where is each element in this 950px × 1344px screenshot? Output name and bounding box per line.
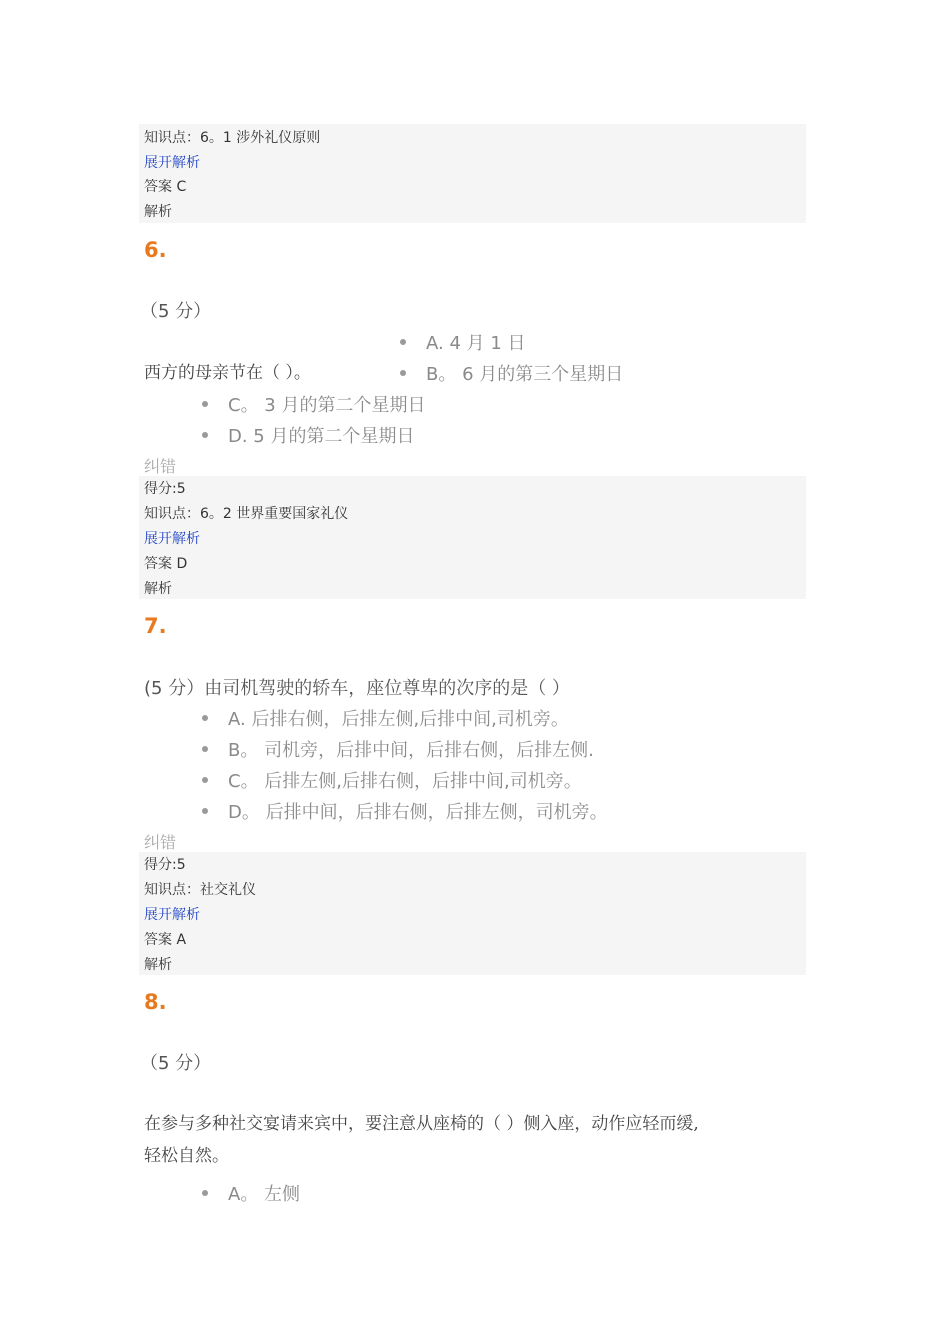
answer-text: 答案 D — [144, 556, 188, 572]
analysis-label: 解析 — [144, 581, 172, 597]
question-stem: 在参与多种社交宴请来宾中，要注意从座椅的（ ）侧入座，动作应轻而缓, — [144, 1114, 699, 1134]
question-number: 6. — [144, 238, 167, 262]
option-label: B。 司机旁，后排中间，后排右侧，后排左侧. — [228, 740, 594, 761]
question-stem: 西方的母亲节在（ ）。 — [144, 363, 311, 383]
expand-analysis-link[interactable]: 展开解析 — [144, 907, 200, 923]
option-d[interactable] — [202, 798, 608, 824]
option-label: C。 3 月的第二个星期日 — [228, 395, 426, 416]
bullet-icon — [400, 339, 406, 345]
question-score: （5 分） — [140, 301, 212, 322]
bullet-icon — [202, 715, 208, 721]
bullet-icon — [400, 370, 406, 376]
expand-analysis-link[interactable]: 展开解析 — [144, 155, 200, 171]
bullet-icon — [202, 401, 208, 407]
option-label: D. 5 月的第二个星期日 — [228, 426, 415, 447]
knowledge-point: 知识点：6。1 涉外礼仪原则 — [144, 130, 321, 146]
bullet-icon — [202, 777, 208, 783]
option-a[interactable] — [202, 1180, 300, 1206]
report-error-link[interactable]: 纠错 — [144, 457, 177, 476]
option-a[interactable] — [202, 705, 569, 731]
option-label: B。 6 月的第三个星期日 — [426, 364, 624, 385]
option-c[interactable] — [202, 391, 425, 417]
question-stem-continued: 轻松自然。 — [144, 1146, 229, 1166]
analysis-label: 解析 — [144, 957, 172, 973]
bullet-icon — [202, 432, 208, 438]
knowledge-point: 知识点：6。2 世界重要国家礼仪 — [144, 506, 349, 522]
bullet-icon — [202, 808, 208, 814]
question-score: （5 分） — [140, 1053, 212, 1074]
answer-text: 答案 A — [144, 932, 187, 948]
option-label: D。 后排中间，后排右侧，后排左侧，司机旁。 — [228, 802, 608, 823]
expand-analysis-link[interactable]: 展开解析 — [144, 531, 200, 547]
answer-panel — [139, 852, 806, 975]
option-label: A。 左侧 — [228, 1184, 301, 1205]
option-d[interactable] — [202, 422, 414, 448]
report-error-link[interactable]: 纠错 — [144, 833, 177, 852]
option-c[interactable] — [202, 767, 582, 793]
question-number: 8. — [144, 990, 167, 1014]
option-b[interactable] — [202, 736, 594, 762]
option-a[interactable] — [400, 329, 526, 355]
option-b[interactable] — [400, 360, 623, 386]
analysis-label: 解析 — [144, 204, 172, 220]
option-label: C。 后排左侧,后排右侧，后排中间,司机旁。 — [228, 771, 582, 792]
answer-text: 答案 C — [144, 179, 187, 195]
knowledge-point: 知识点：社交礼仪 — [144, 882, 256, 898]
option-label: A. 后排右侧，后排左侧,后排中间,司机旁。 — [228, 709, 569, 730]
score-obtained: 得分:5 — [144, 481, 186, 497]
option-label: A. 4 月 1 日 — [426, 333, 526, 354]
bullet-icon — [202, 1190, 208, 1196]
question-number: 7. — [144, 614, 167, 638]
score-obtained: 得分:5 — [144, 857, 186, 873]
bullet-icon — [202, 746, 208, 752]
question-stem: (5 分）由司机驾驶的轿车，座位尊卑的次序的是（ ） — [144, 678, 570, 699]
answer-panel — [139, 476, 806, 599]
